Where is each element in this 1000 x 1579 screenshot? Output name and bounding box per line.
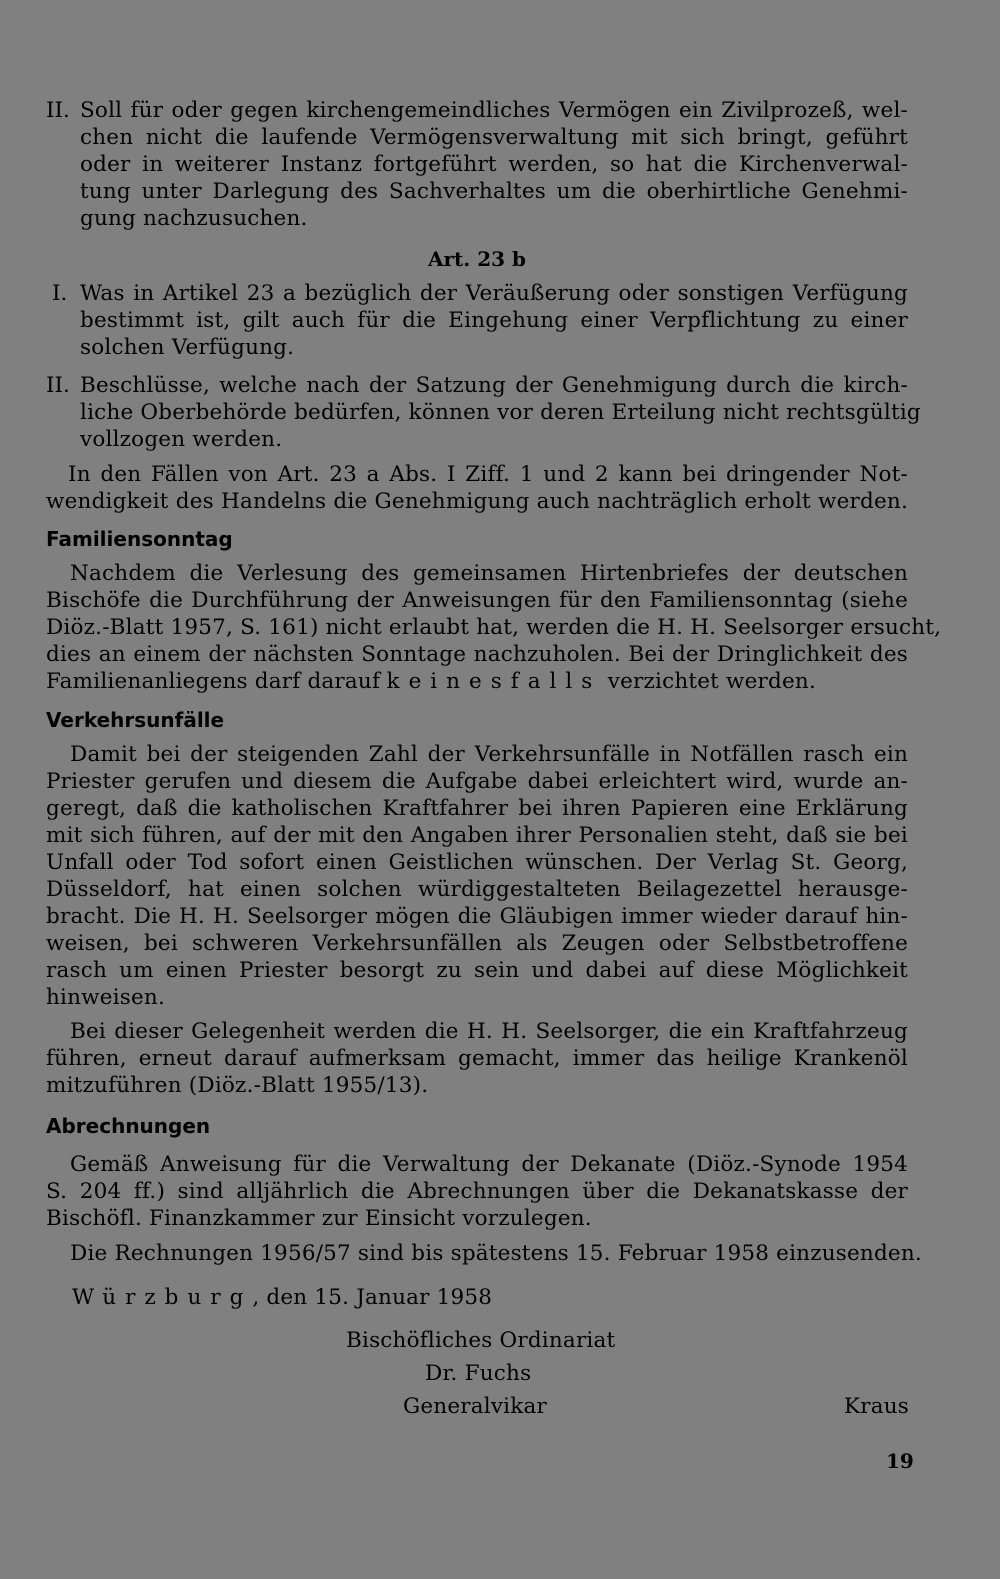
signer-title: Generalvikar bbox=[403, 1394, 547, 1419]
text-line: Priester gerufen und diesem die Aufgabe dabei erleichtert wird, wurde an- bbox=[46, 769, 908, 794]
date-text: , den 15. Januar 1958 bbox=[252, 1285, 493, 1310]
section-number: II. bbox=[46, 373, 70, 398]
text-line: Unfall oder Tod sofort einen Geistlichen wünschen. Der Verlag St. Georg, bbox=[46, 850, 908, 875]
text-line: Nachdem die Verlesung des gemeinsamen Hirtenbriefes der deutschen bbox=[70, 561, 908, 586]
text-line: mitzuführen (Diöz.-Blatt 1955/13). bbox=[46, 1073, 429, 1098]
text-line: In den Fällen von Art. 23 a Abs. I Ziff. 1 und 2 kann bei dringender Not- bbox=[68, 462, 908, 487]
text-line: Bischöfe die Durchführung der Anweisungen für den Familiensonntag (siehe bbox=[46, 588, 908, 613]
text-line: vollzogen werden. bbox=[80, 427, 283, 452]
text-line: chen nicht die laufende Vermögensverwaltung mit sich bringt, geführt bbox=[80, 125, 908, 150]
text-line: Damit bei der steigenden Zahl der Verkehrsunfälle in Notfällen rasch ein bbox=[70, 742, 908, 767]
text-line: dies an einem der nächsten Sonntage nachzuholen. Bei der Dringlichkeit des bbox=[46, 642, 908, 667]
page-number: 19 bbox=[886, 1449, 914, 1473]
article-heading: Art. 23 b bbox=[428, 247, 526, 271]
office-name: Bischöfliches Ordinariat bbox=[346, 1328, 616, 1353]
signer-name: Dr. Fuchs bbox=[425, 1361, 532, 1386]
text-line: geregt, daß die katholischen Kraftfahrer bei ihren Papieren eine Erklärung bbox=[46, 796, 908, 821]
text-span: Familienanliegens darf darauf bbox=[46, 669, 381, 694]
text-line: liche Oberbehörde bedürfen, können vor deren Erteilung nicht rechtsgültig bbox=[80, 400, 921, 425]
section-number: I. bbox=[52, 281, 68, 306]
text-line: Bei dieser Gelegenheit werden die H. H. Seelsorger, die ein Kraftfahrzeug bbox=[70, 1019, 908, 1044]
text-line: bracht. Die H. H. Seelsorger mögen die Gläubigen immer wieder darauf hin- bbox=[46, 904, 908, 929]
section-number: II. bbox=[46, 98, 70, 123]
text-line: solchen Verfügung. bbox=[80, 335, 295, 360]
section-heading: Familiensonntag bbox=[46, 527, 233, 551]
text-line: Die Rechnungen 1956/57 sind bis spätestens 15. Februar 1958 einzusenden. bbox=[70, 1241, 922, 1266]
text-line: gung nachzusuchen. bbox=[80, 206, 308, 231]
text-line: S. 204 ff.) sind alljährlich die Abrechnungen über die Dekanatskasse der bbox=[46, 1179, 908, 1204]
text-line: tung unter Darlegung des Sachverhaltes um die oberhirtliche Genehmi- bbox=[80, 179, 908, 204]
place-name: Würzburg bbox=[72, 1285, 253, 1310]
text-line: hinweisen. bbox=[46, 985, 166, 1010]
text-line: Was in Artikel 23 a bezüglich der Veräußerung oder sonstigen Verfügung bbox=[80, 281, 908, 306]
text-line: weisen, bei schweren Verkehrsunfällen als Zeugen oder Selbstbetroffene bbox=[46, 931, 908, 956]
text-line: führen, erneut darauf aufmerksam gemacht, immer das heilige Krankenöl bbox=[46, 1046, 908, 1071]
text-line: bestimmt ist, gilt auch für die Eingehung einer Verpflichtung zu einer bbox=[80, 308, 908, 333]
section-heading: Abrechnungen bbox=[46, 1114, 211, 1138]
text-line: oder in weiterer Instanz fortgeführt werden, so hat die Kirchenverwal- bbox=[80, 152, 908, 177]
second-signer-name: Kraus bbox=[844, 1394, 910, 1419]
emphasized-word: keinesfalls bbox=[386, 669, 602, 694]
text-line: Diöz.-Blatt 1957, S. 161) nicht erlaubt hat, werden die H. H. Seelsorger ersucht, bbox=[46, 615, 942, 640]
text-line: wendigkeit des Handelns die Genehmigung auch nachträglich erholt werden. bbox=[46, 489, 908, 514]
text-line: mit sich führen, auf der mit den Angaben ihrer Personalien steht, daß sie bei bbox=[46, 823, 908, 848]
text-line: Bischöfl. Finanzkammer zur Einsicht vorzulegen. bbox=[46, 1206, 592, 1231]
text-line: Gemäß Anweisung für die Verwaltung der Dekanate (Diöz.-Synode 1954 bbox=[70, 1152, 908, 1177]
place-date-line bbox=[72, 1284, 492, 1311]
text-line: Düsseldorf, hat einen solchen würdiggestalteten Beilagezettel herausge- bbox=[46, 877, 908, 902]
text-line: rasch um einen Priester besorgt zu sein und dabei auf diese Möglichkeit bbox=[46, 958, 908, 983]
text-line bbox=[46, 668, 816, 695]
section-heading: Verkehrsunfälle bbox=[46, 708, 225, 732]
text-span: verzichtet werden. bbox=[607, 669, 816, 694]
text-line: Soll für oder gegen kirchengemeindliches Vermögen ein Zivilprozeß, wel- bbox=[80, 98, 908, 123]
text-line: Beschlüsse, welche nach der Satzung der Genehmigung durch die kirch- bbox=[80, 373, 908, 398]
